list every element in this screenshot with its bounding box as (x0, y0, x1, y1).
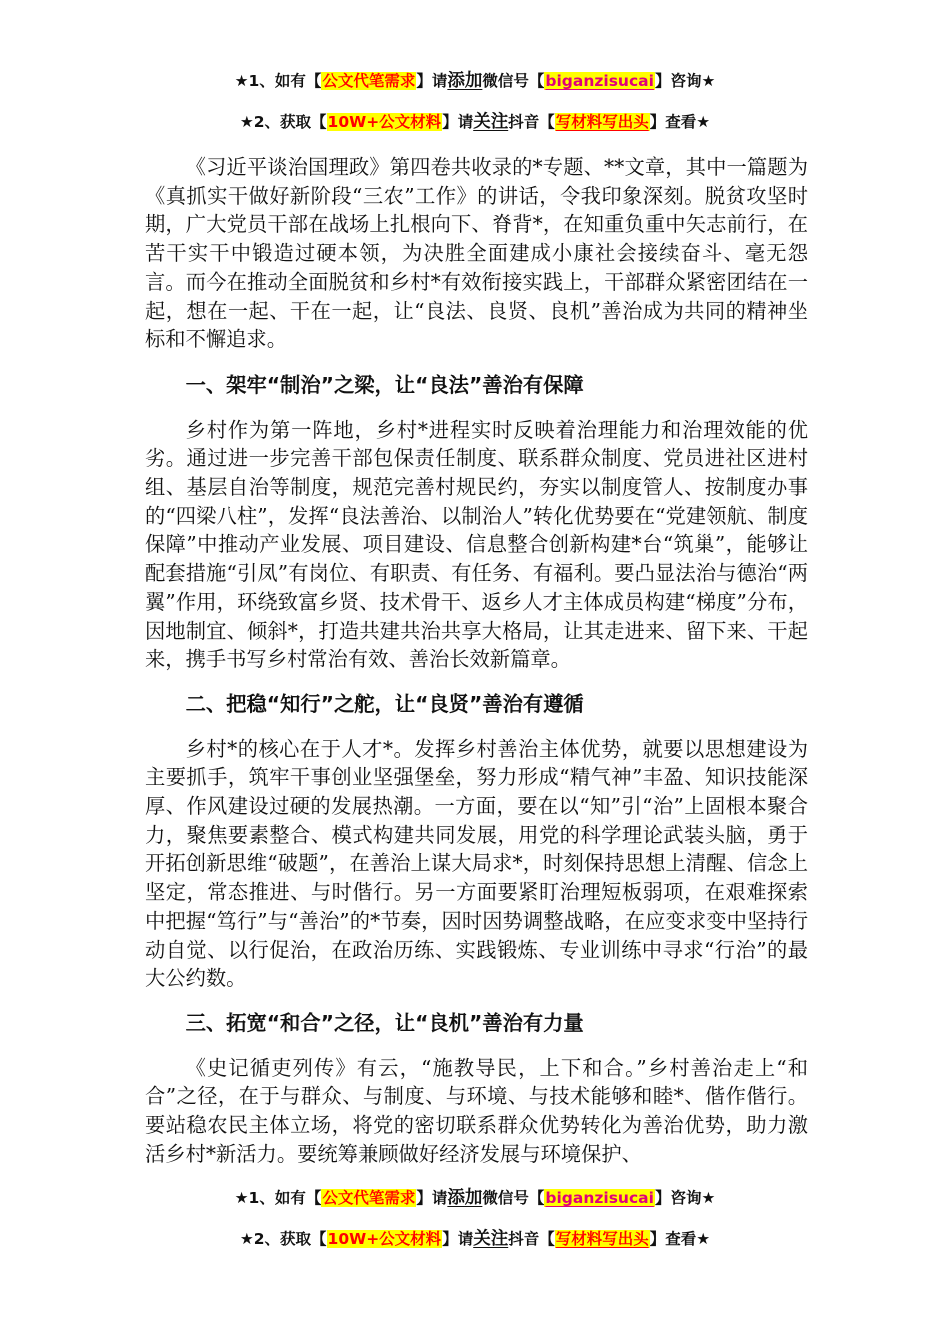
section-heading-1: 一、架牢“制治”之梁，让“良法”善治有保障 (185, 372, 584, 397)
ad-highlight-materials: 10W+公文材料 (327, 113, 442, 131)
ad-text: 抖音【 (508, 1230, 555, 1248)
ad-text: 】请 (416, 72, 448, 90)
ad-text: ★2、获取【 (239, 1230, 327, 1248)
ad-text: 】请 (442, 113, 474, 131)
ad-text: ★2、获取【 (239, 113, 327, 131)
ad-emphasis: 关注 (473, 1229, 509, 1249)
ad-text: 】请 (416, 1189, 448, 1207)
ad-text: 】咨询★ (654, 72, 716, 90)
ad-text: 微信号【 (482, 1189, 545, 1207)
ad-text: ★1、如有【 (234, 72, 322, 90)
ad-text: 】查看★ (649, 113, 711, 131)
ad-text: 】请 (442, 1230, 474, 1248)
ad-text: 抖音【 (508, 113, 555, 131)
intro-paragraph: 《习近平谈治国理政》第四卷共收录的*专题、**文章，其中一篇题为《真抓实干做好新阶段“三农”工作》的讲话，令我印象深刻。脱贫攻坚时期，广大党员干部在战场上扎根向下、脊背*，在知重负重中矢志前行，在苦干实干中锻造过硬本领，为决胜全面建成小康社会接续奋斗、毫无怨言。而今在推动全面脱贫和乡村*有效衔接实践上，干部群众紧密团结在一起，想在一起、干在一起，让“良法、良贤、良机”善治成为共同的精神坐标和不懈追求。 (145, 155, 808, 352)
ad-wechat-id-link[interactable]: biganzisucai (545, 1189, 654, 1207)
ad-douyin-account-link[interactable]: 写材料写出头 (555, 1230, 649, 1248)
footer-ad-line-1 (0, 1187, 950, 1209)
ad-text: 微信号【 (482, 72, 545, 90)
section-heading-3: 三、拓宽“和合”之径，让“良机”善治有力量 (185, 1010, 584, 1035)
header-ad-line-2 (0, 111, 950, 133)
section-heading-2: 二、把稳“知行”之舵，让“良贤”善治有遵循 (185, 691, 584, 716)
ad-highlight-service: 公文代笔需求 (322, 72, 416, 90)
ad-text: 】咨询★ (654, 1189, 716, 1207)
header-ad-line-1 (0, 70, 950, 92)
ad-wechat-id-link[interactable]: biganzisucai (545, 72, 654, 90)
article-body (145, 153, 808, 1169)
ad-emphasis: 关注 (473, 112, 509, 132)
section-paragraph-1: 乡村作为第一阵地，乡村*进程实时反映着治理能力和治理效能的优劣。通过进一步完善干部包保责任制度、联系群众制度、党员进社区进村组、基层自治等制度，规范完善村规民约，夯实以制度管人、按制度办事的“四梁八柱”，发挥“良法善治、以制治人”转化优势要在“党建领航、制度保障”中推动产业发展、项目建设、信息整合创新构建*台“筑巢”，能够让配套措施“引凤”有岗位、有职责、有任务、有福利。要凸显法治与德治“两翼”作用，环绕致富乡贤、技术骨干、返乡人才主体成员构建“梯度”分布，因地制宜、倾斜*，打造共建共治共享大格局，让其走进来、留下来、干起来，携手书写乡村常治有效、善治长效新篇章。 (145, 417, 808, 672)
footer-ad-line-2 (0, 1228, 950, 1250)
ad-highlight-service: 公文代笔需求 (322, 1189, 416, 1207)
ad-douyin-account-link[interactable]: 写材料写出头 (555, 113, 649, 131)
ad-text: ★1、如有【 (234, 1189, 322, 1207)
section-paragraph-2: 乡村*的核心在于人才*。发挥乡村善治主体优势，就要以思想建设为主要抓手，筑牢干事创业坚强堡垒，努力形成“精气神”丰盈、知识技能深厚、作风建设过硬的发展热潮。一方面，要在以“知”引“治”上固根本聚合力，聚焦要素整合、模式构建共同发展，用党的科学理论武装头脑，勇于开拓创新思维“破题”，在善治上谋大局求*，时刻保持思想上清醒、信念上坚定，常态推进、与时偕行。另一方面要紧盯治理短板弱项，在艰难探索中把握“笃行”与“善治”的*节奏，因时因势调整战略，在应变求变中坚持行动自觉、以行促治，在政治历练、实践锻炼、专业训练中寻求“行治”的最大公约数。 (145, 736, 808, 991)
ad-emphasis: 添加 (447, 71, 483, 91)
ad-highlight-materials: 10W+公文材料 (327, 1230, 442, 1248)
ad-text: 】查看★ (649, 1230, 711, 1248)
ad-emphasis: 添加 (447, 1188, 483, 1208)
section-paragraph-3: 《史记循吏列传》有云，“施教导民，上下和合。”乡村善治走上“和合”之径，在于与群众、与制度、与环境、与技术能够和睦*、偕作偕行。要站稳农民主体立场，将党的密切联系群众优势转化为善治优势，助力激活乡村*新活力。要统筹兼顾做好经济发展与环境保护、 (145, 1055, 808, 1166)
